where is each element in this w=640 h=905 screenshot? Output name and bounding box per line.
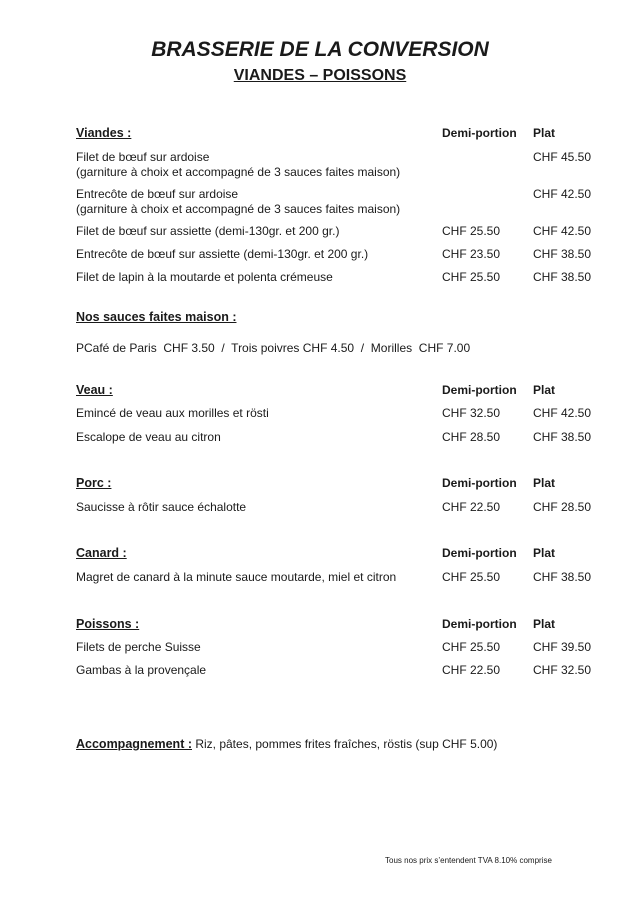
item-price-half: CHF 25.50	[442, 570, 501, 584]
item-name: Filet de bœuf sur ardoise (garniture à choix et accompagné de 3 sauces faites maison)	[76, 150, 401, 179]
column-header-plat: Plat	[533, 476, 556, 490]
item-price-plat: CHF 42.50	[533, 224, 592, 238]
item-price-plat: CHF 38.50	[533, 430, 592, 444]
section-title: Canard :	[76, 546, 127, 560]
menu-subtitle: VIANDES – POISSONS	[233, 67, 407, 84]
item-name: Entrecôte de bœuf sur ardoise (garniture à choix et accompagné de 3 sauces faites maison)	[76, 187, 401, 216]
item-price-half: CHF 22.50	[442, 663, 501, 677]
item-name: Filet de lapin à la moutarde et polenta crémeuse	[76, 270, 333, 284]
accompaniment-line	[76, 737, 497, 751]
item-price-half: CHF 25.50	[442, 270, 501, 284]
section-title: Veau :	[76, 383, 113, 397]
section-title: Porc :	[76, 476, 112, 490]
accompaniment-text: Riz, pâtes, pommes frites fraîches, röstis (sup CHF 5.00)	[192, 737, 498, 751]
item-name: Escalope de veau au citron	[76, 430, 221, 444]
item-price-plat: CHF 39.50	[533, 640, 592, 654]
item-price-half: CHF 28.50	[442, 430, 501, 444]
column-header-demi-portion: Demi-portion	[442, 546, 517, 560]
accompaniment-label: Accompagnement :	[76, 737, 192, 751]
column-header-demi-portion: Demi-portion	[442, 383, 517, 397]
item-price-plat: CHF 38.50	[533, 247, 592, 261]
item-price-plat: CHF 38.50	[533, 270, 592, 284]
section-title: Viandes :	[76, 126, 132, 140]
item-price-plat: CHF 38.50	[533, 570, 592, 584]
item-name: Saucisse à rôtir sauce échalotte	[76, 500, 247, 514]
item-price-half: CHF 25.50	[442, 224, 501, 238]
column-header-plat: Plat	[533, 383, 556, 397]
item-price-half: CHF 22.50	[442, 500, 501, 514]
column-header-demi-portion: Demi-portion	[442, 617, 517, 631]
menu-title: BRASSERIE DE LA CONVERSION	[151, 38, 489, 61]
item-price-plat: CHF 42.50	[533, 187, 592, 201]
item-name: Emincé de veau aux morilles et rösti	[76, 406, 269, 420]
column-header-plat: Plat	[533, 617, 556, 631]
item-price-half: CHF 25.50	[442, 640, 501, 654]
tax-note: Tous nos prix s’entendent TVA 8.10% comprise	[385, 856, 552, 865]
item-price-half: CHF 23.50	[442, 247, 501, 261]
column-header-plat: Plat	[533, 126, 556, 140]
item-price-plat: CHF 28.50	[533, 500, 592, 514]
item-name: Entrecôte de bœuf sur assiette (demi-130gr. et 200 gr.)	[76, 247, 369, 261]
column-header-plat: Plat	[533, 546, 556, 560]
item-name: Magret de canard à la minute sauce moutarde, miel et citron	[76, 570, 397, 584]
section-title: Poissons :	[76, 617, 140, 631]
sauces-list: PCafé de Paris CHF 3.50 / Trois poivres CHF 4.50 / Morilles CHF 7.00	[76, 341, 471, 355]
item-price-half: CHF 32.50	[442, 406, 501, 420]
item-price-plat: CHF 32.50	[533, 663, 592, 677]
item-name: Filet de bœuf sur assiette (demi-130gr. et 200 gr.)	[76, 224, 340, 238]
item-price-plat: CHF 45.50	[533, 150, 592, 164]
sauces-heading: Nos sauces faites maison :	[76, 310, 237, 324]
item-price-plat: CHF 42.50	[533, 406, 592, 420]
item-name: Filets de perche Suisse	[76, 640, 201, 654]
item-name: Gambas à la provençale	[76, 663, 207, 677]
column-header-demi-portion: Demi-portion	[442, 126, 517, 140]
column-header-demi-portion: Demi-portion	[442, 476, 517, 490]
